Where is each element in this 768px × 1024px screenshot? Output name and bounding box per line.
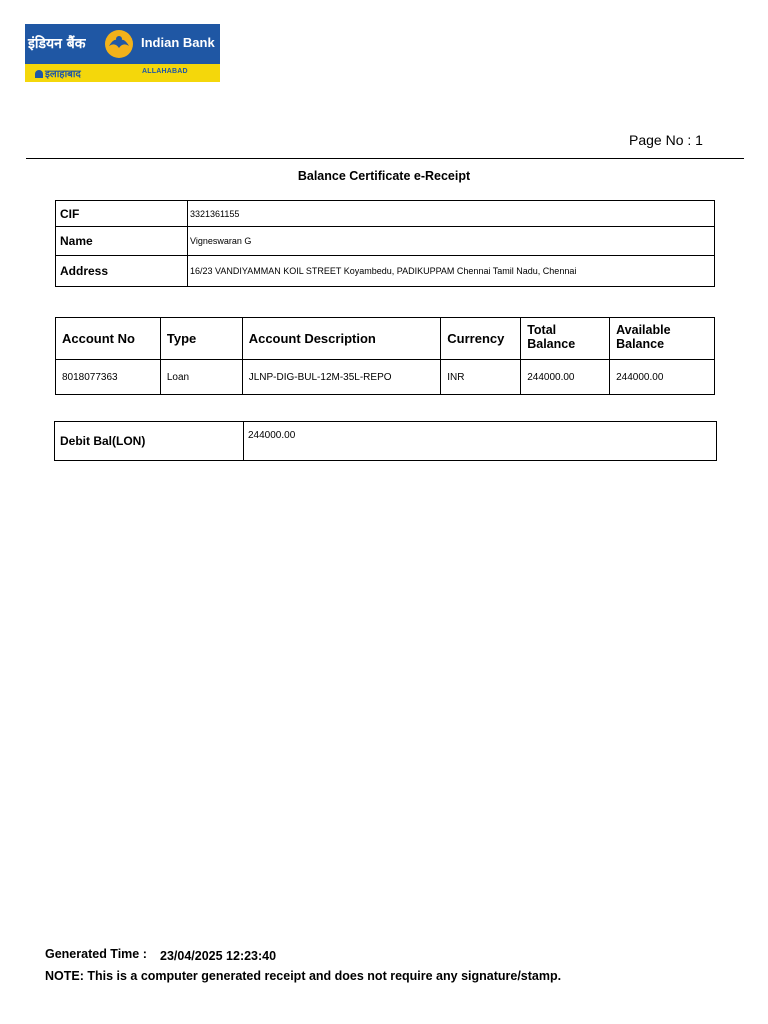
account-no-cell: 8018077363: [56, 360, 161, 395]
col-header-account-description: Account Description: [242, 318, 441, 360]
col-header-currency: Currency: [441, 318, 521, 360]
table-row: [55, 422, 717, 461]
name-label: Name: [56, 227, 188, 256]
account-description-cell: JLNP-DIG-BUL-12M-35L-REPO: [242, 360, 441, 395]
available-balance-cell: 244000.00: [610, 360, 715, 395]
generated-time-value: 23/04/2025 12:23:40: [160, 949, 277, 963]
customer-info-table: [55, 200, 715, 287]
logo-english-subtitle: ALLAHABAD: [142, 68, 188, 75]
total-balance-cell: 244000.00: [521, 360, 610, 395]
logo-hindi-name: इंडियन बैंक: [28, 36, 86, 52]
debit-balance-table: [54, 421, 717, 461]
bank-emblem-icon: [103, 28, 135, 60]
logo-hindi-subtitle: [35, 66, 81, 80]
table-header-row: [56, 318, 715, 360]
col-header-total-balance: Total Balance: [521, 318, 610, 360]
type-cell: Loan: [160, 360, 242, 395]
table-row: [56, 227, 715, 256]
table-row: [56, 201, 715, 227]
account-table: [55, 317, 715, 395]
cif-label: CIF: [56, 201, 188, 227]
generated-time: [45, 947, 277, 963]
col-header-account-no: Account No: [56, 318, 161, 360]
currency-cell: INR: [441, 360, 521, 395]
table-row: [56, 360, 715, 395]
address-label: Address: [56, 256, 188, 287]
debit-balance-label: Debit Bal(LON): [55, 422, 244, 461]
document-title: Balance Certificate e-Receipt: [297, 169, 471, 183]
logo-banner-top: [25, 24, 220, 64]
logo-banner-bottom: [25, 64, 220, 82]
logo-english-name: Indian Bank: [141, 35, 215, 50]
page-number: Page No : 1: [629, 132, 703, 148]
logo-hindi-sub-text: इलाहाबाद: [45, 69, 81, 80]
receipt-note: NOTE: This is a computer generated receipt and does not require any signature/stamp.: [45, 969, 562, 983]
address-value: 16/23 VANDIYAMMAN KOIL STREET Koyambedu, PADIKUPPAM Chennai Tamil Nadu, Chennai: [188, 256, 715, 287]
name-value: Vigneswaran G: [188, 227, 715, 256]
indian-bank-logo: [25, 24, 220, 82]
debit-balance-value: 244000.00: [244, 422, 717, 461]
cif-value: 3321361155: [188, 201, 715, 227]
generated-time-label: Generated Time :: [45, 947, 147, 961]
table-row: [56, 256, 715, 287]
allahabad-mark-icon: [35, 70, 43, 78]
header-divider: [26, 158, 744, 159]
col-header-type: Type: [160, 318, 242, 360]
col-header-available-balance: Available Balance: [610, 318, 715, 360]
